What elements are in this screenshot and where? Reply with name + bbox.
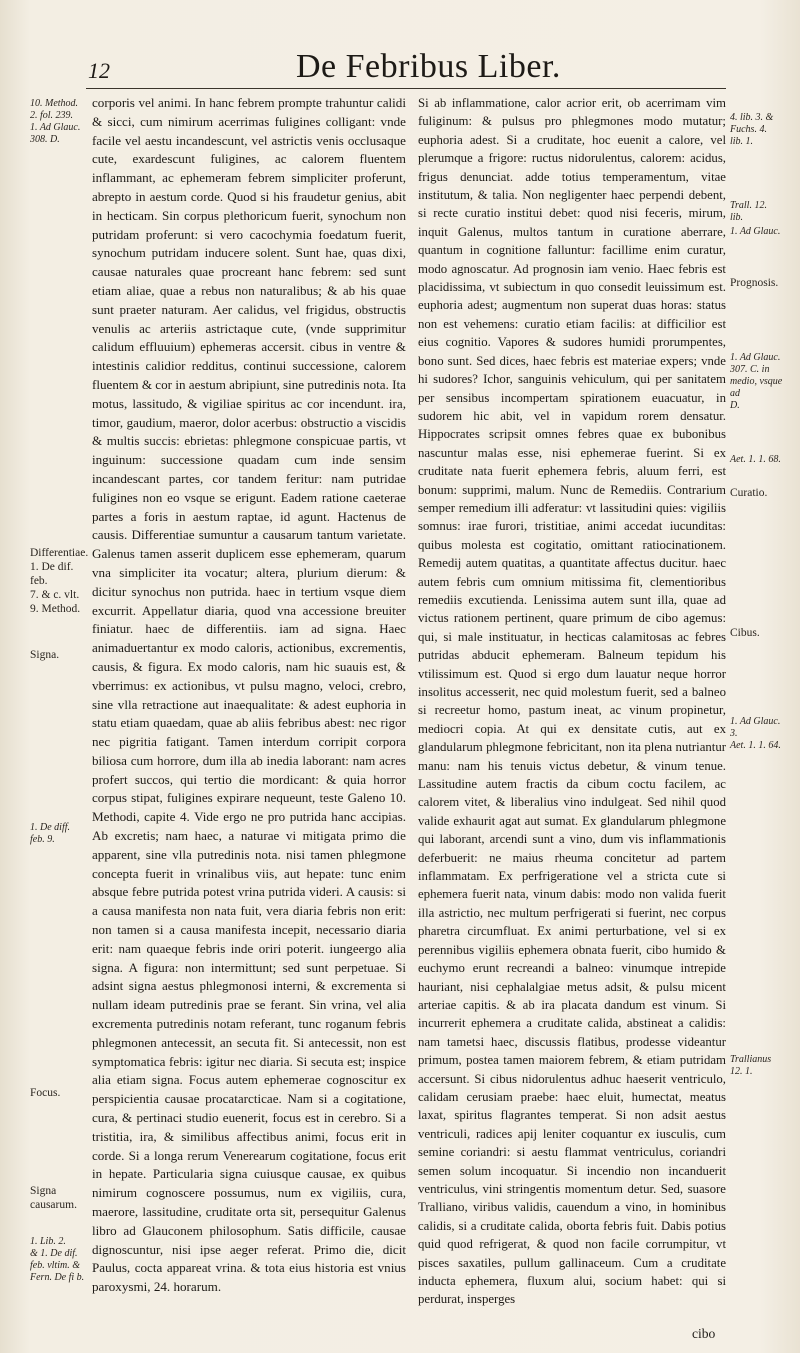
margin-note-left: Focus.: [30, 1087, 61, 1099]
margin-note-left: 1. De diff. feb. 9.: [30, 822, 70, 845]
margin-note-left: 1. Lib. 2. & 1. De dif. feb. vltim. & Fern. De fi b.: [30, 1236, 85, 1283]
left-column-text: corporis vel animi. In hanc febrem prompte trahuntur calidi & sicci, cum nimirum acerrimas fuligines colligant: vnde facile vel aestu incandescunt, vel astrictis venis occlusaque cute, exardescunt fuligines, ac calorem fluentem inflammant, ac ephemeram febrem simpliciter proferunt, abrepto in aestum corde. Quod si his fraudetur genius, abit in hecticam. Sin corpus plethoricum fuerit, synochum non putridam proferunt: si vero cacochymia foedatum fuerit, synochum putridam inducere solent. Sunt hae, quas dixi, causae naturales quae procreant hanc febrem: sed sunt etiam aliae, quae a rebus non naturalibus; & ab his quae sunt praeter naturam. Aer calidus, vel frigidus, obstructis venulis ac arteriis astrictaque cute, (vnde supprimitur calidum effluuium) ephemeras accersit. cibus in ventre & intestinis calidior redditus, continui successione, calorem fluentem & cor in aestum abripiunt, sine putredinis nota. Ita motus, lassitudo, & vigiliae spiritus ac cor incendunt. ira, timor, gaudium, maeror, dolor acerbus: obstructio a viscidis & multis succis: ebrietas: phlegmone conspicuae partis, vt inguinum: successione quadam cum inde sensim incandescant partes, cor tandem feritur: nam putridae fuligines non eo vsque se erigunt. Eadem ratione caeterae partes a foris in aestum raptae, id agunt. Hactenus de causis. Differentiae sumuntur a causarum tantum varietate. Galenus tamen asserit duplicem esse ephemeram, quarum vna simpliciter ita vocatur; altera, plurium dierum: & dicitur synochus non putrida. haec in tertium vsque diem excurrit. Appellatur diaria, quod vna accessione breuiter finiatur. haec de differentiis. iam ad signa. Haec animaduertantur ex modo caloris, actionibus, excrementis, causis, & figura. Ex modo caloris, nam hic suauis est, & vberrimus: ex actionibus, vt pulsu magno, veloci, crebro, sine vlla retractione aut inaequalitate: & adest euphoria in statu etiam quaedam, quae ab aliis febribus abest: nec rigor nec pigritia fatigant. Tamen interdum corripit corpora biliosa cum horrore, dum illa ab inedia laborant: nam acres profert succos, qui tertio die mordicant: & quia horror corpus stipat, fuligines expirare nequeunt, teste Galeno 10. Methodi, capite 4. Vide ergo ne pro putrida hanc accipias. Ab excretis; nam haec, a naturae vi mitigata primo die apparent, sine vlla putredinis nota. nisi tamen phlegmone concepta fuerit in vrinalibus viis, aut hepate: tunc enim absque febre putrida potest vrina putrida videri. A causis: si a causa manifesta non nata fuit, vera diaria febris non erit: non tamen si a causa manifesta incepit, necessario diaria erit: nam quaeque febris inde oriri poterit. iungeergo alia signa. A figura: non intermittunt; sed sunt perpetuae. Si adsint signa aestus phlegmonosi interni, & excrementa si nullam ideam putredinis prae se ferant. Sin vrina, vel alia excrementa putredinis notam referant, tunc roganum febris phlegmonen antecessit, an secuta fit. Si antecessit, non est symptomatica febris: igitur nec diaria. Si secuta est; inspice alia etiam signa. Focus autem ephemerae cognoscitur ex perspicientia causae procatarcticae. Nam si a cogitatione, cura, & pertinaci studio euenerit, focus est in cerebro. Si a tristitia, ira, & similibus affectibus animi, focus erit in corde. Si a longa rerum Venerearum cogitatione, focus erit in hepate. Particularia signa cuiusque causae, ex quibus nimirum cognoscere possumus, num ex vigiliis, cura, maerore, lassitudine, cruditate orta sit, persequitur Galenus libro ad Glauconem philosophum. Satis difficile, causae dignoscuntur, nisi ipse aeger referat. Primo die, dicit Paulus, cocta appareat vrina. & tota eius historia est vnius paroxysmi, 24. horarum.: [92, 95, 406, 1295]
page-number: 12: [88, 58, 110, 83]
header-rule: [86, 88, 726, 89]
margin-note-right: Prognosis.: [730, 277, 779, 289]
margin-note-left: Differentiae. 1. De dif. feb. 7. & c. vlt. 9. Method.: [30, 547, 89, 615]
margin-note-right: Trall. 12. lib.: [730, 200, 767, 223]
catchword: cibo: [692, 1326, 716, 1341]
running-head: De Febribus Liber.: [296, 48, 561, 85]
margin-note-left: Signa causarum.: [30, 1185, 77, 1211]
margin-note-right: 1. Ad Glauc. 307. C. in medio, vsque ad D.: [730, 352, 783, 411]
margin-note-right: Cibus.: [730, 627, 760, 639]
margin-note-right: 4. lib. 3. & Fuchs. 4. lib. 1.: [730, 112, 774, 147]
margin-note-right: Trallianus 12. 1.: [730, 1054, 772, 1077]
left-text-column: [92, 94, 406, 1297]
margin-note-right: Aet. 1. 1. 68.: [730, 454, 781, 465]
margin-note-left: Signa.: [30, 649, 60, 661]
margin-note-left: 10. Method. 2. fol. 239. 1. Ad Glauc. 308. D.: [30, 98, 81, 145]
margin-note-right: 1. Ad Glauc.: [730, 226, 781, 237]
margin-note-right: 1. Ad Glauc. 3. Aet. 1. 1. 64.: [730, 716, 781, 751]
margin-note-right: Curatio.: [730, 487, 768, 499]
right-text-column: [418, 94, 726, 1309]
right-column-text: Si ab inflammatione, calor acrior erit, ob acerrimam vim fuliginum: & pulsus pro phlegmones modo mutatur; euphoria adest. Si a cruditate, hoc euenit a calore, vel plerumque a frigore: ructus nidorulentus, calorem: acidus, frigus denunciat. adde totius temperamentum, vitae institutum, & talia. Non negligenter haec perpendi debent, si recte curatio institui debet: quod nisi feceris, mirum, inquit Galenus, multos tantum in curatione aberrare, quantum in cognitione falluntur: facillime enim curatur, modo agnoscatur. Ad prognosin iam venio. Haec febris est placidissima, vt subiectum in quo consedit leuissimum est. euphoria adest; augmentum non superat duas horas: status non est vehemens: curatio etiam facilis: at difficilior est eius cognitio. Vapores & sudores humidi prorumpentes, bono sunt. Sed dices, haec febris est materiae expers; vnde hi sudores? Ichor, sanguinis vehiculum, qui per sanitatem per sensibus incompertam spirationem euacuatur, in sudorem hic abit, vel in vapidum rorem densatur. Hippocrates scripsit omnes febres quae ex bubonibus nascuntur malas esse, nisi ephemerae fuerint. Si ex cruditate nata fuerit ephemera febris, aluum ferri, est bonum: supprimi, malum. Nunc de Remediis. Contrarium semper remedium illi adferatur: vt lassitudini quies: vigiliis somnus: irae furori, tristitiae, animi accedat iucunditas: quibus molesta est cogitatio, omittant ratiocinationem. Remedij autem quatitas, a quantitate affectus ducitur. haec autem febris cum omnium mitissima fit, clementioribus remediis excutienda. Lenissima autem sunt illa, quae ad victus rationem pertinent, quare primum de cibo agemus: qui, si male instituatur, in hecticas calamitosas ac febres putridas abducit ephemeram. Balneum tepidum his vtilissimum est. Quod si ergo dum lauatur neque horror insolitus accesserit, nec quid molestum fuerit, sed a balneo si recreetur homo, pastum ineat, ac vinum propinetur, mediocri copia. At qui ex densitate cutis, aut ex glandularum phlegmone febricitant, non ita plena nutriantur manu: nam his tenuis victus debetur, & vinum tenue. Lassitudine autem fractis da cibum coctu facilem, ac calorem vitet, & liberalius vino indulgeat. Sed nihil quod valide exhaurit agat aut sumat. Ex glandularum phlegmone qui laborant, arcendi sunt a vino, dum vis inflammationis deferbuerit: ne maius rheuma concitetur ad partem inflammatam. Ex perfrigeratione vel a stricta cute si ephemera fuerit nata, vinum dabis: modo non valida fuerit illa astrictio, nec multum perfrigerati si fuerint, nec corpus pharetra circumfluat. Ex animi perturbatione, vel si ex perennibus vigiliis ephemera obnata fuerit, cibo humido & euchymo erunt recreandi a balneo: vinumque intrepide hauriant, nisi cephalalgiae metus adsit, & pulsu micent arteriae capitis. & ab ira placata dandum est vinum. Si incurrerit ephemera a cruditate calida, abstineat a calidis: nam tametsi haec, discussis flatibus, prodesse videantur primum, postea tamen maiorem febrem, & etiam putridam accersunt. Si cibus nidorulentus adhuc haeserit ventriculo, calidam cerusiam praebe: haec eluit, humectat, meatus laxat, spiritus flagrantes temperat. Si non adsit aestus ventriculi, radices apij leniter coquantur ex iusculis, cum semine coriandri: si aestu flammat ventriculus, coriandri semen solum incoquatur. Si incendio non incanduerit ventriculus, vini stringentis momentum detur. Sed, suasore Tralliano, viribus validis, cauendum a vino, in hominibus calidis, si a cruditate calida, oborta febris fuit. Dabis potius quid quod refrigerat, & quod non facile corrumpitur, vt pisces saxatiles, pullum gallinaceum. Cum a cruditate inducta ephemera, fluxum alui, socium habet: qui si perdurat, insperges: [418, 96, 726, 1307]
